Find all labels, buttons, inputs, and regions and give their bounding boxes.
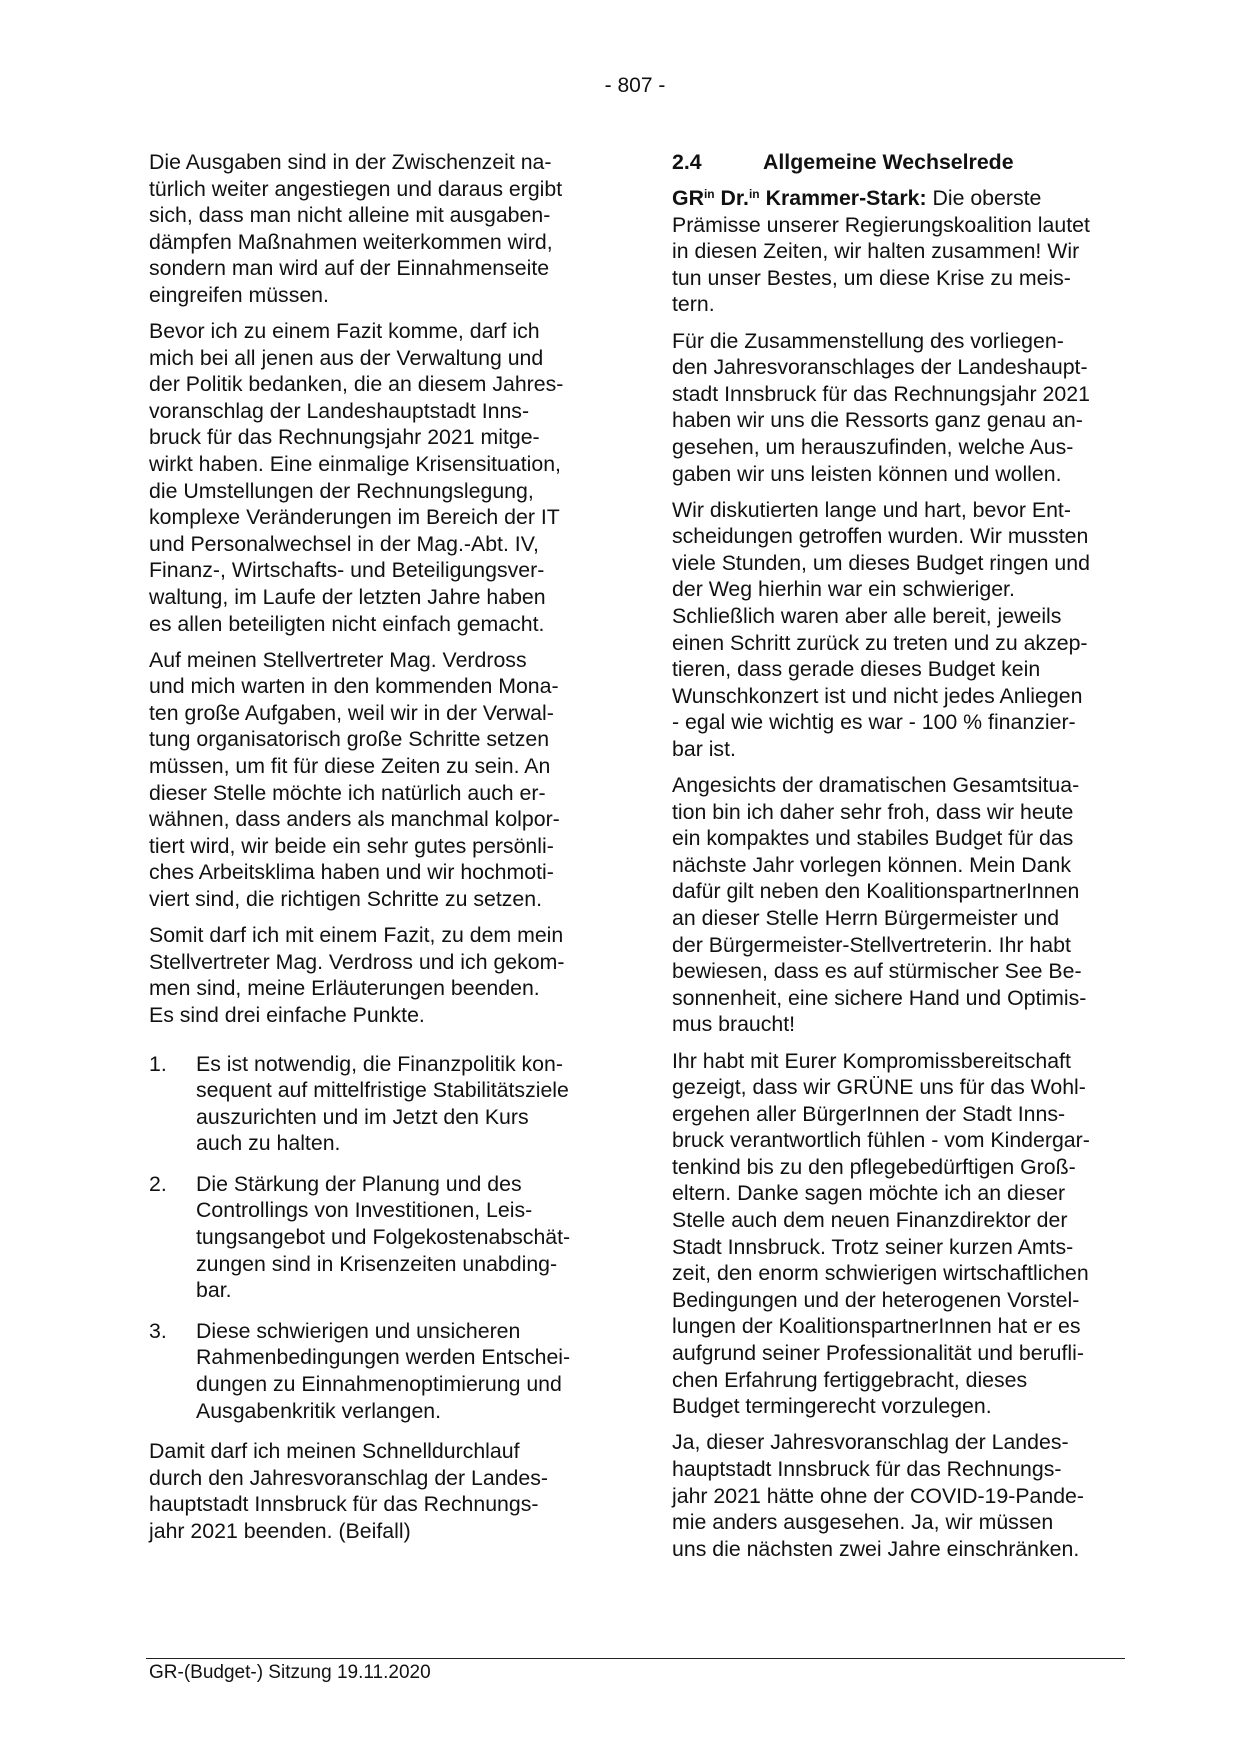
list-item bbox=[149, 1051, 609, 1157]
paragraph: Die Ausgaben sind in der Zwischenzeit na- türlich weiter angestiegen und daraus ergibt sich, dass man nicht alleine mit ausgaben- dämpfen Maßnahmen weiterkommen wird, sondern man wird auf der Einnahmenseite eingreifen müssen. bbox=[149, 150, 563, 307]
page-number: - 807 - bbox=[604, 74, 666, 97]
right-column bbox=[672, 149, 1142, 1572]
paragraph: Bevor ich zu einem Fazit komme, darf ich mich bei all jenen aus der Verwaltung und der Politik bedanken, die an diesem Jahres- voranschlag der Landeshauptstadt Inns- bruck für das Rechnungsjahr 2021 mitge- wirkt haben. Eine einmalige Krisensituation, die Umstellungen der Rechnungslegung, komplexe Veränderungen im Bereich der IT und Personalwechsel in der Mag.-Abt. IV, Finanz-, Wirtschafts- und Beteiligungsver- waltung, im Laufe der letzten Jahre haben es allen beteiligten nicht einfach gemacht. bbox=[149, 319, 564, 636]
left-column bbox=[149, 149, 609, 1554]
list-number: 1. bbox=[149, 1051, 167, 1076]
section-number: 2.4 bbox=[672, 150, 702, 174]
closing-paragraph: Damit darf ich meinen Schnelldurchlauf durch den Jahresvoranschlag der Landes- hauptstadt Innsbruck für das Rechnungs- jahr 2021 beenden. (Beifall) bbox=[149, 1439, 548, 1543]
list-text: Diese schwierigen und unsicheren Rahmenbedingungen werden Entschei- dungen zu Einnahmenoptimierung und Ausgabenkritik verlangen. bbox=[196, 1318, 571, 1423]
list-item bbox=[149, 1171, 609, 1304]
paragraph: Angesichts der dramatischen Gesamtsitua- tion bin ich daher sehr froh, dass wir heute ein kompaktes und stabiles Budget für das nächste Jahr vorlegen können. Mein Dank dafür gilt neben den KoalitionspartnerInnen an dieser Stelle Herrn Bürgermeister und der Bürgermeister-Stellvertreterin. Ihr habt bewiesen, dass es auf stürmischer See Be- sonnenheit, eine sichere Hand und Optimis- mus braucht! bbox=[672, 773, 1087, 1037]
paragraph: Somit darf ich mit einem Fazit, zu dem mein Stellvertreter Mag. Verdross und ich gekom- men sind, meine Erläuterungen beenden. Es sind drei einfache Punkte. bbox=[149, 923, 565, 1027]
list-item bbox=[149, 1318, 609, 1424]
speaker-paragraph: $GR^{in}$ Dr.$^{in}$ Krammer-Stark: Die oberste Prämisse unserer Regierungskoalition lautet in diesen Zeiten, wir halten zusammen! Wir tun unser Bestes, um diese Krise zu meis- tern. bbox=[672, 186, 1090, 317]
paragraph: Ja, dieser Jahresvoranschlag der Landes- hauptstadt Innsbruck für das Rechnungs- jahr 2021 hätte ohne der COVID-19-Pande- mie anders ausgesehen. Ja, wir müssen uns die nächsten zwei Jahre einschränken. bbox=[672, 1430, 1084, 1561]
list-text: Die Stärkung der Planung und des Controllings von Investitionen, Leis- tungsangebot und Folgekostenabschät- zungen sind in Krisenzeiten unabding- bar. bbox=[196, 1171, 571, 1303]
footer-text: GR-(Budget-) Sitzung 19.11.2020 bbox=[149, 1662, 431, 1683]
paragraph: Für die Zusammenstellung des vorliegen- den Jahresvoranschlages der Landeshaupt- stadt Innsbruck für das Rechnungsjahr 2021 haben wir uns die Ressorts ganz genau an- gesehen, um herauszufinden, welche Aus- gaben wir uns leisten können und wollen. bbox=[672, 328, 1090, 486]
list-text: Es ist notwendig, die Finanzpolitik kon- sequent auf mittelfristige Stabilitätsziele auszurichten und im Jetzt den Kurs auch zu halten. bbox=[196, 1051, 569, 1156]
section-title: Allgemeine Wechselrede bbox=[763, 150, 1014, 174]
speaker-name: $GR^{in}$ Dr.$^{in}$ Krammer-Stark: bbox=[672, 186, 927, 211]
paragraph: Wir diskutierten lange und hart, bevor Ent- scheidungen getroffen wurden. Wir mussten viele Stunden, um dieses Budget ringen und der Weg hierhin war ein schwieriger. Schließlich waren aber alle bereit, jeweils einen Schritt zurück zu treten und zu akzep- tieren, dass gerade dieses Budget kein Wunschkonzert ist und nicht jedes Anliegen - egal wie wichtig es war - 100 % finanzier- bar ist. bbox=[672, 497, 1090, 761]
paragraph: Ihr habt mit Eurer Kompromissbereitschaft gezeigt, dass wir GRÜNE uns für das Wohl- ergehen aller BürgerInnen der Stadt Inns- bruck verantwortlich fühlen - vom Kindergar- tenkind bis zu den pflegebedürftigen Groß- eltern. Danke sagen möchte ich an dieser Stelle auch dem neuen Finanzdirektor der Stadt Innsbruck. Trotz seiner kurzen Amts- zeit, den enorm schwierigen wirtschaftlichen Bedingungen und der heterogenen Vorstel- lungen der KoalitionspartnerInnen hat er es aufgrund seiner Professionalität und berufli- chen Erfahrung fertiggebracht, dieses Budget termingerecht vorzulegen. bbox=[672, 1048, 1090, 1419]
list-number: 3. bbox=[149, 1318, 167, 1343]
footer-divider bbox=[146, 1658, 1125, 1659]
section-heading bbox=[672, 149, 1142, 176]
list-number: 2. bbox=[149, 1171, 167, 1196]
paragraph: Auf meinen Stellvertreter Mag. Verdross und mich warten in den kommenden Mona- ten große Aufgaben, weil wir in der Verwal- tung organisatorisch große Schritte setzen müssen, um fit für diese Zeiten zu sein. An dieser Stelle möchte ich natürlich auch er- wähnen, dass anders als manchmal kolpor- tiert wird, wir beide ein sehr gutes persönli- ches Arbeitsklima haben und wir hochmoti- viert sind, die richtigen Schritte zu setzen. bbox=[149, 647, 560, 912]
